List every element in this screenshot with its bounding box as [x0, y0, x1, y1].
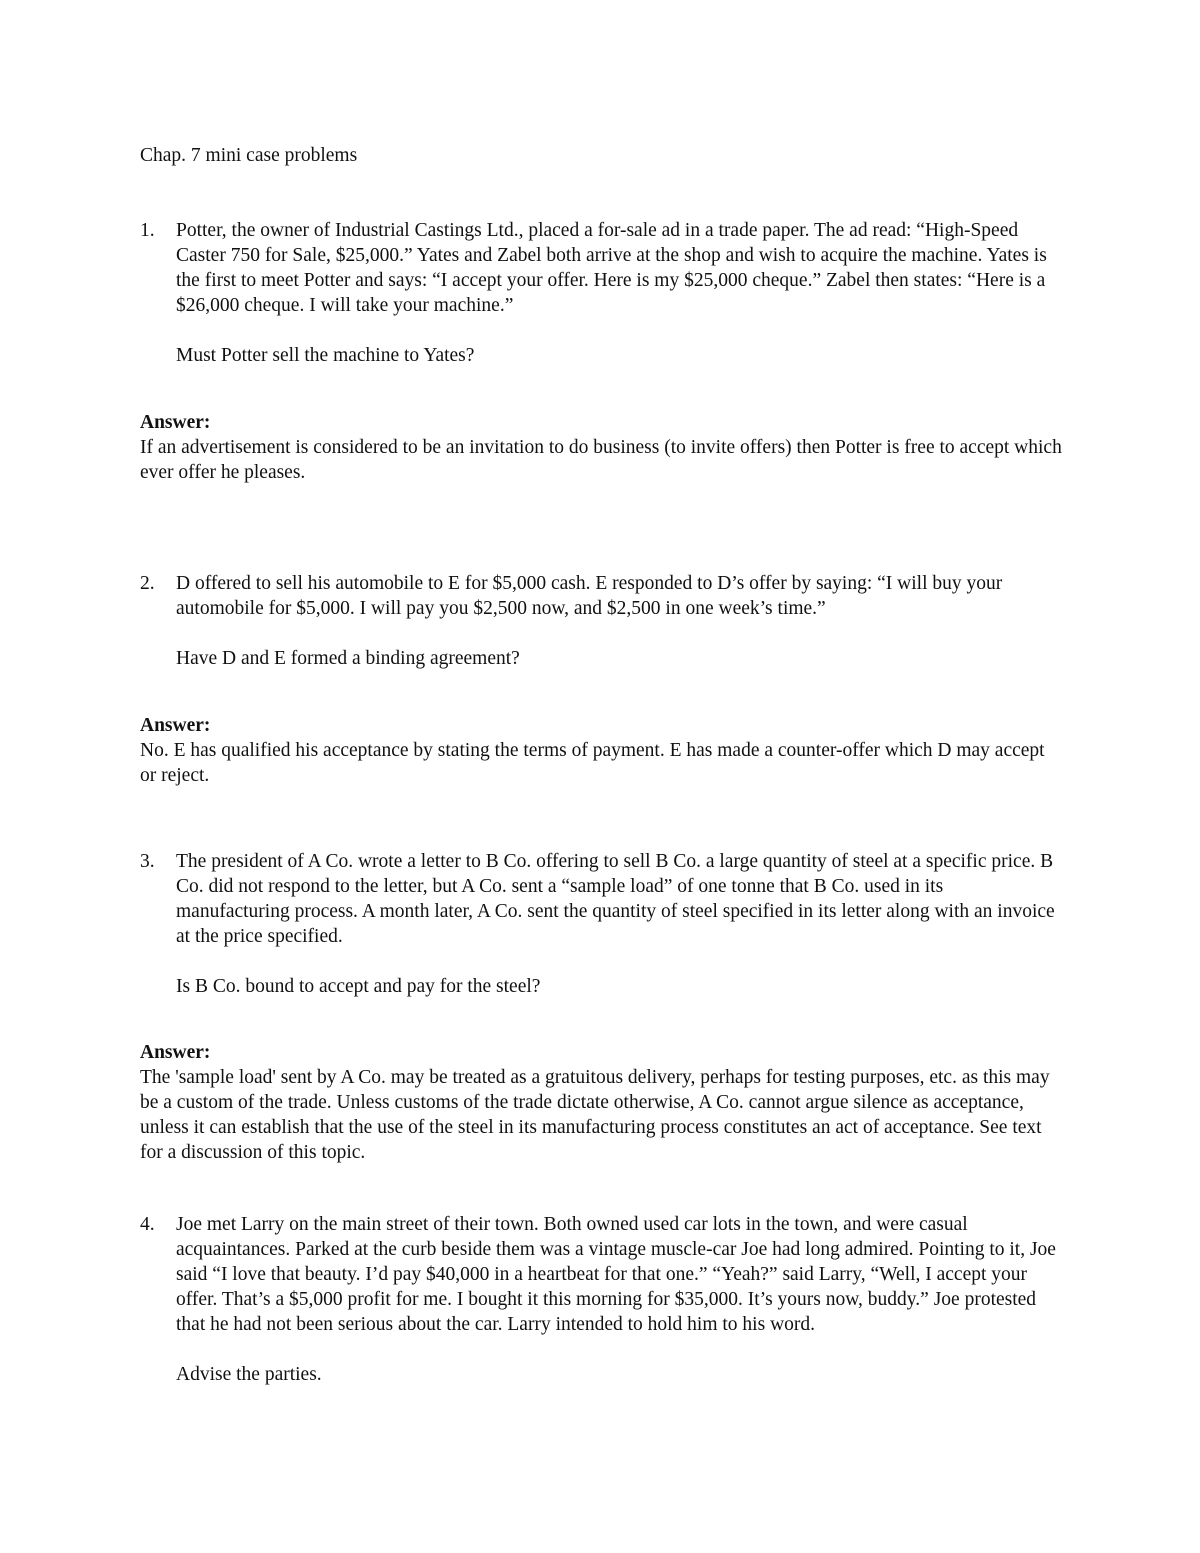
answer-label: Answer:: [140, 412, 211, 433]
problem-text: Joe met Larry on the main street of their town. Both owned used car lots in the town, and were casual acquaintances. Parked at the curb beside them was a vintage muscle-car Joe had long admired. Pointing to it, Joe said “I love that beauty. I’d pay $40,000 in a heartbeat for that one.” “Yeah?” said Larry, “Well, I accept your offer. That’s a $5,000 profit for me. I bought it this morning for $35,000. It’s yours now, buddy.” Joe protested that he had not been serious about the car. Larry intended to hold him to his word.: [176, 1214, 1056, 1335]
answer-label: Answer:: [140, 1042, 211, 1063]
answer-text: No. E has qualified his acceptance by stating the terms of payment. E has made a counter-offer which D may accept or reject.: [140, 740, 1045, 786]
answer-label: Answer:: [140, 715, 211, 736]
problem-text: The president of A Co. wrote a letter to B Co. offering to sell B Co. a large quantity of steel at a specific price. B Co. did not respond to the letter, but A Co. sent a “sample load” of one tonne that B Co. used in its manufacturing process. A month later, A Co. sent the quantity of steel specified in its letter along with an invoice at the price specified.: [176, 851, 1055, 947]
problem-3: [140, 849, 1070, 999]
problem-4: [140, 1212, 1070, 1387]
answer-1: [140, 410, 1065, 485]
problem-2: [140, 571, 1070, 671]
problem-number: 2.: [140, 573, 155, 594]
problem-question: Have D and E formed a binding agreement?: [176, 648, 520, 669]
answer-3: [140, 1040, 1065, 1165]
problem-text: D offered to sell his automobile to E for $5,000 cash. E responded to D’s offer by saying: “I will buy your automobile for $5,000. I will pay you $2,500 now, and $2,500 in one week’s time.”: [176, 573, 1003, 619]
problem-number: 1.: [140, 220, 155, 241]
problem-question: Must Potter sell the machine to Yates?: [176, 345, 475, 366]
problem-number: 3.: [140, 851, 155, 872]
page-title: Chap. 7 mini case problems: [140, 145, 358, 166]
problem-question: Is B Co. bound to accept and pay for the steel?: [176, 976, 541, 997]
problem-number: 4.: [140, 1214, 155, 1235]
answer-2: [140, 713, 1065, 788]
answer-text: The 'sample load' sent by A Co. may be treated as a gratuitous delivery, perhaps for testing purposes, etc. as this may be a custom of the trade. Unless customs of the trade dictate otherwise, A Co. cannot argue silence as acceptance, unless it can establish that the use of the steel in its manufacturing process constitutes an act of acceptance. See text for a discussion of this topic.: [140, 1067, 1050, 1163]
answer-text: If an advertisement is considered to be an invitation to do business (to invite offers) then Potter is free to accept which ever offer he pleases.: [140, 437, 1062, 483]
problem-1: [140, 218, 1070, 368]
problem-question: Advise the parties.: [176, 1364, 322, 1385]
problem-text: Potter, the owner of Industrial Castings Ltd., placed a for-sale ad in a trade paper. The ad read: “High-Speed Caster 750 for Sale, $25,000.” Yates and Zabel both arrive at the shop and wish to acquire the machine. Yates is the first to meet Potter and says: “I accept your offer. Here is my $25,000 cheque.” Zabel then states: “Here is a $26,000 cheque. I will take your machine.”: [176, 220, 1047, 316]
